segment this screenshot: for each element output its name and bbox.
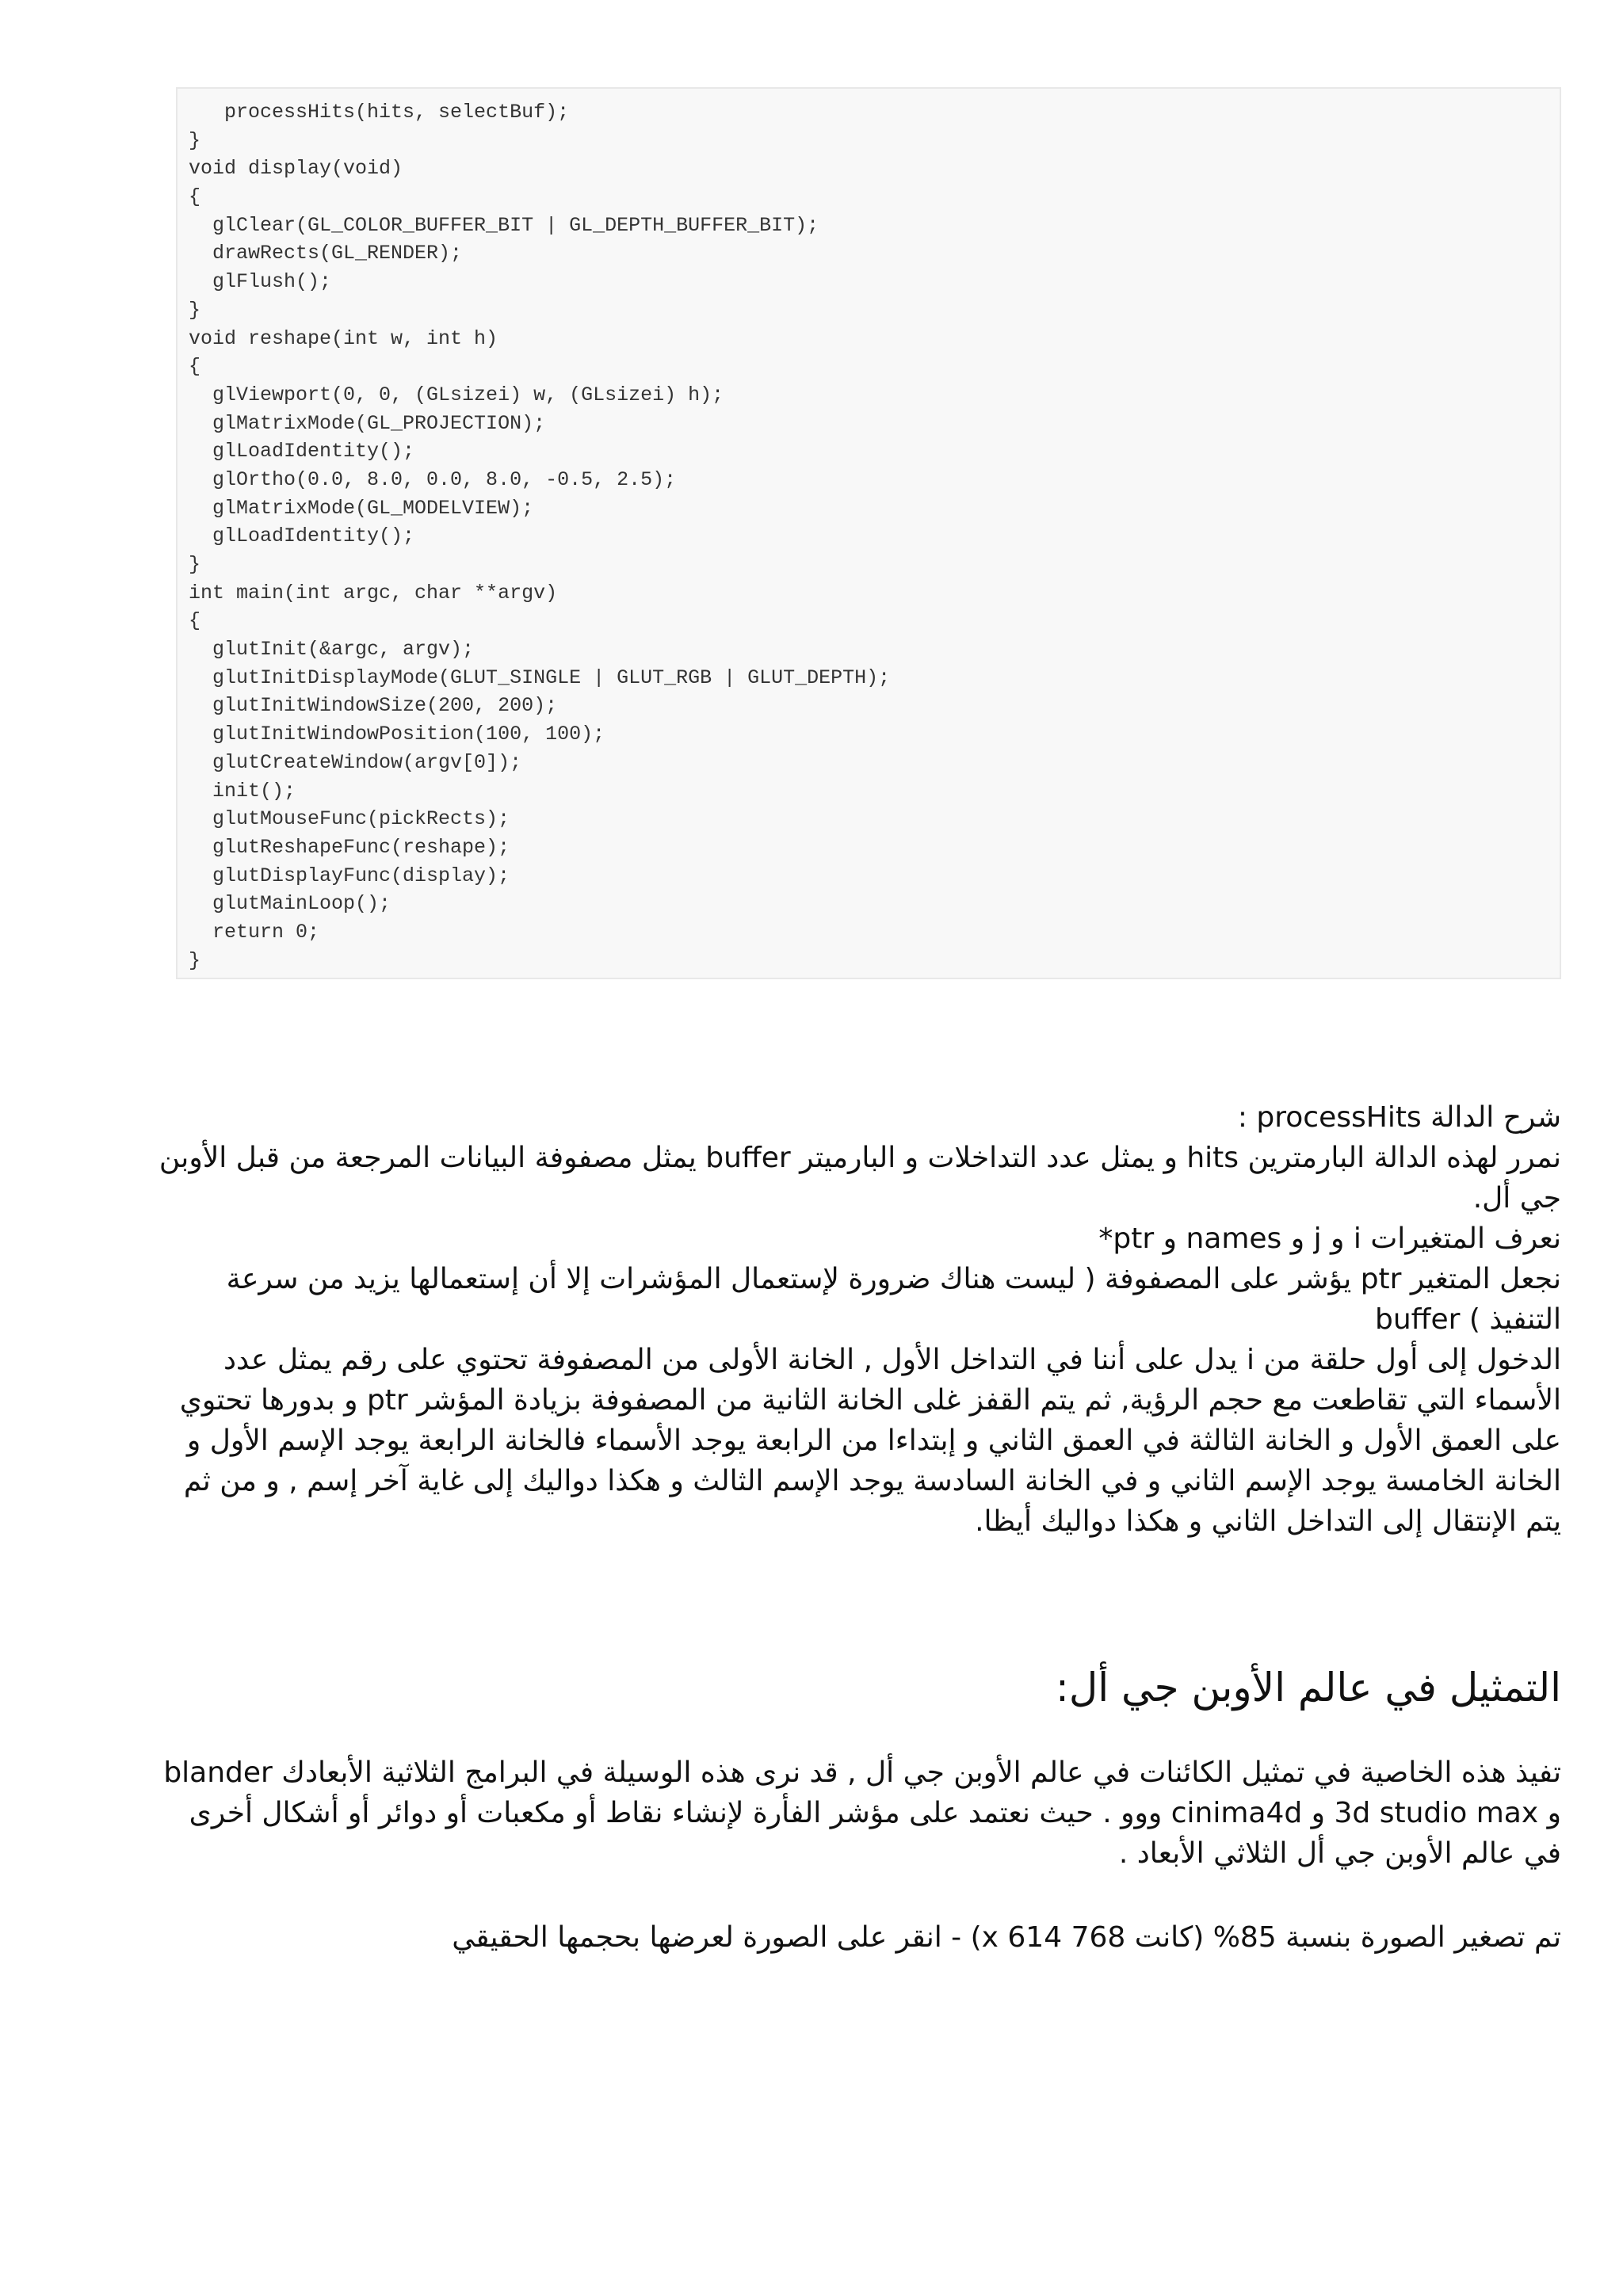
explanation-paragraph-4: الدخول إلى أول حلقة من i يدل على أننا في التداخل الأول , الخانة الأولى من المصفوفة تحتوي على رقم يمثل عدد الأسماء التي تقاطعت مع حجم الرؤية, ثم يتم القفز غلى الخانة الثانية من المصفوفة بزيادة المؤشر ptr و بدورها تحتوي على العمق الأول و الخانة الثالثة في العمق الثاني و إبتداءا من الرابعة يوجد الأسماء فالخانة الرابعة يوجد الإسم الأول و الخانة الخامسة يوجد الإسم الثاني و في الخانة السادسة يوجد الإسم الثالث و هكذا دواليك إلى غاية آخر إسم , و من ثم يتم الإنتقال إلى التداخل الثاني و هكذا دواليك أيظا.	[179, 1344, 1561, 1538]
code-line: glViewport(0, 0, (GLsizei) w, (GLsizei) h);	[189, 383, 724, 406]
code-line: glLoadIdentity();	[189, 524, 415, 548]
section-title: التمثيل في عالم الأوبن جي أل:	[1056, 1665, 1561, 1711]
code-line: void display(void)	[189, 157, 403, 181]
code-line: {	[189, 185, 201, 209]
code-line: {	[189, 609, 201, 633]
code-line: glutMainLoop();	[189, 892, 391, 916]
code-line: }	[189, 553, 201, 576]
code-line: }	[189, 298, 201, 322]
code-line: glutMouseFunc(pickRects);	[189, 807, 510, 831]
section-paragraph: تفيذ هذه الخاصية في تمثيل الكائنات في عالم الأوبن جي أل , قد نرى هذه الوسيلة في البرامج الثلاثية الأبعادك blander و 3d studio max و cinima4d ووو . حيث نعتمد على مؤشر الفأرة لإنشاء نقاط أو مكعبات أو دوائر أو أشكال أخرى في عالم الأوبن جي أل الثلاثي الأبعاد .	[163, 1756, 1561, 1870]
code-line: glutDisplayFunc(display);	[189, 864, 510, 887]
code-line: return 0;	[189, 920, 320, 944]
image-resize-notice[interactable]: تم تصغير الصورة بنسبة 85% (كانت 768 x 614) - انقر على الصورة لعرضها بحجمها الحقيقي	[452, 1921, 1561, 1954]
code-block	[176, 87, 1561, 979]
code-line: glutCreateWindow(argv[0]);	[189, 750, 522, 774]
explanation-paragraph-1: نمرر لهذه الدالة البارمترين hits و يمثل عدد التداخلات و البارميتر buffer يمثل مصفوفة البيانات المرجعة من قبل الأوبن جي أل.	[158, 1142, 1561, 1215]
section-body	[151, 1753, 1561, 1874]
code-line: processHits(hits, selectBuf);	[189, 101, 570, 124]
explanation-section	[151, 1097, 1561, 1542]
explanation-heading: شرح الدالة processHits :	[1237, 1101, 1561, 1134]
code-line: drawRects(GL_RENDER);	[189, 242, 463, 265]
code-line: glMatrixMode(GL_PROJECTION);	[189, 411, 546, 435]
code-line: }	[189, 128, 201, 152]
explanation-paragraph-3: نجعل المتغير ptr يؤشر على المصفوفة ( ليست هناك ضرورة لإستعمال المؤشرات إلا أن إستعمالها يزيد من سرعة التنفيذ ) buffer	[226, 1263, 1561, 1336]
code-line: {	[189, 355, 201, 379]
code-line: int main(int argc, char **argv)	[189, 581, 558, 605]
code-line: glOrtho(0.0, 8.0, 0.0, 8.0, -0.5, 2.5);	[189, 467, 677, 491]
explanation-paragraph-2: نعرف المتغيرات i و j و names و ptr*	[1098, 1222, 1561, 1255]
code-lines	[189, 98, 1549, 974]
code-line: glutInitDisplayMode(GLUT_SINGLE | GLUT_RGB | GLUT_DEPTH);	[189, 666, 891, 689]
code-line: glutInit(&argc, argv);	[189, 638, 475, 662]
code-line: init();	[189, 779, 296, 803]
code-line: glFlush();	[189, 270, 332, 294]
code-line: glutInitWindowSize(200, 200);	[189, 694, 558, 718]
code-line: glMatrixMode(GL_MODELVIEW);	[189, 496, 534, 520]
code-line: glLoadIdentity();	[189, 440, 415, 463]
code-line: glClear(GL_COLOR_BUFFER_BIT | GL_DEPTH_BUFFER_BIT);	[189, 213, 819, 237]
code-line: glutInitWindowPosition(100, 100);	[189, 723, 605, 746]
code-line: glutReshapeFunc(reshape);	[189, 835, 510, 859]
code-line: void reshape(int w, int h)	[189, 326, 498, 350]
code-line: }	[189, 948, 201, 972]
